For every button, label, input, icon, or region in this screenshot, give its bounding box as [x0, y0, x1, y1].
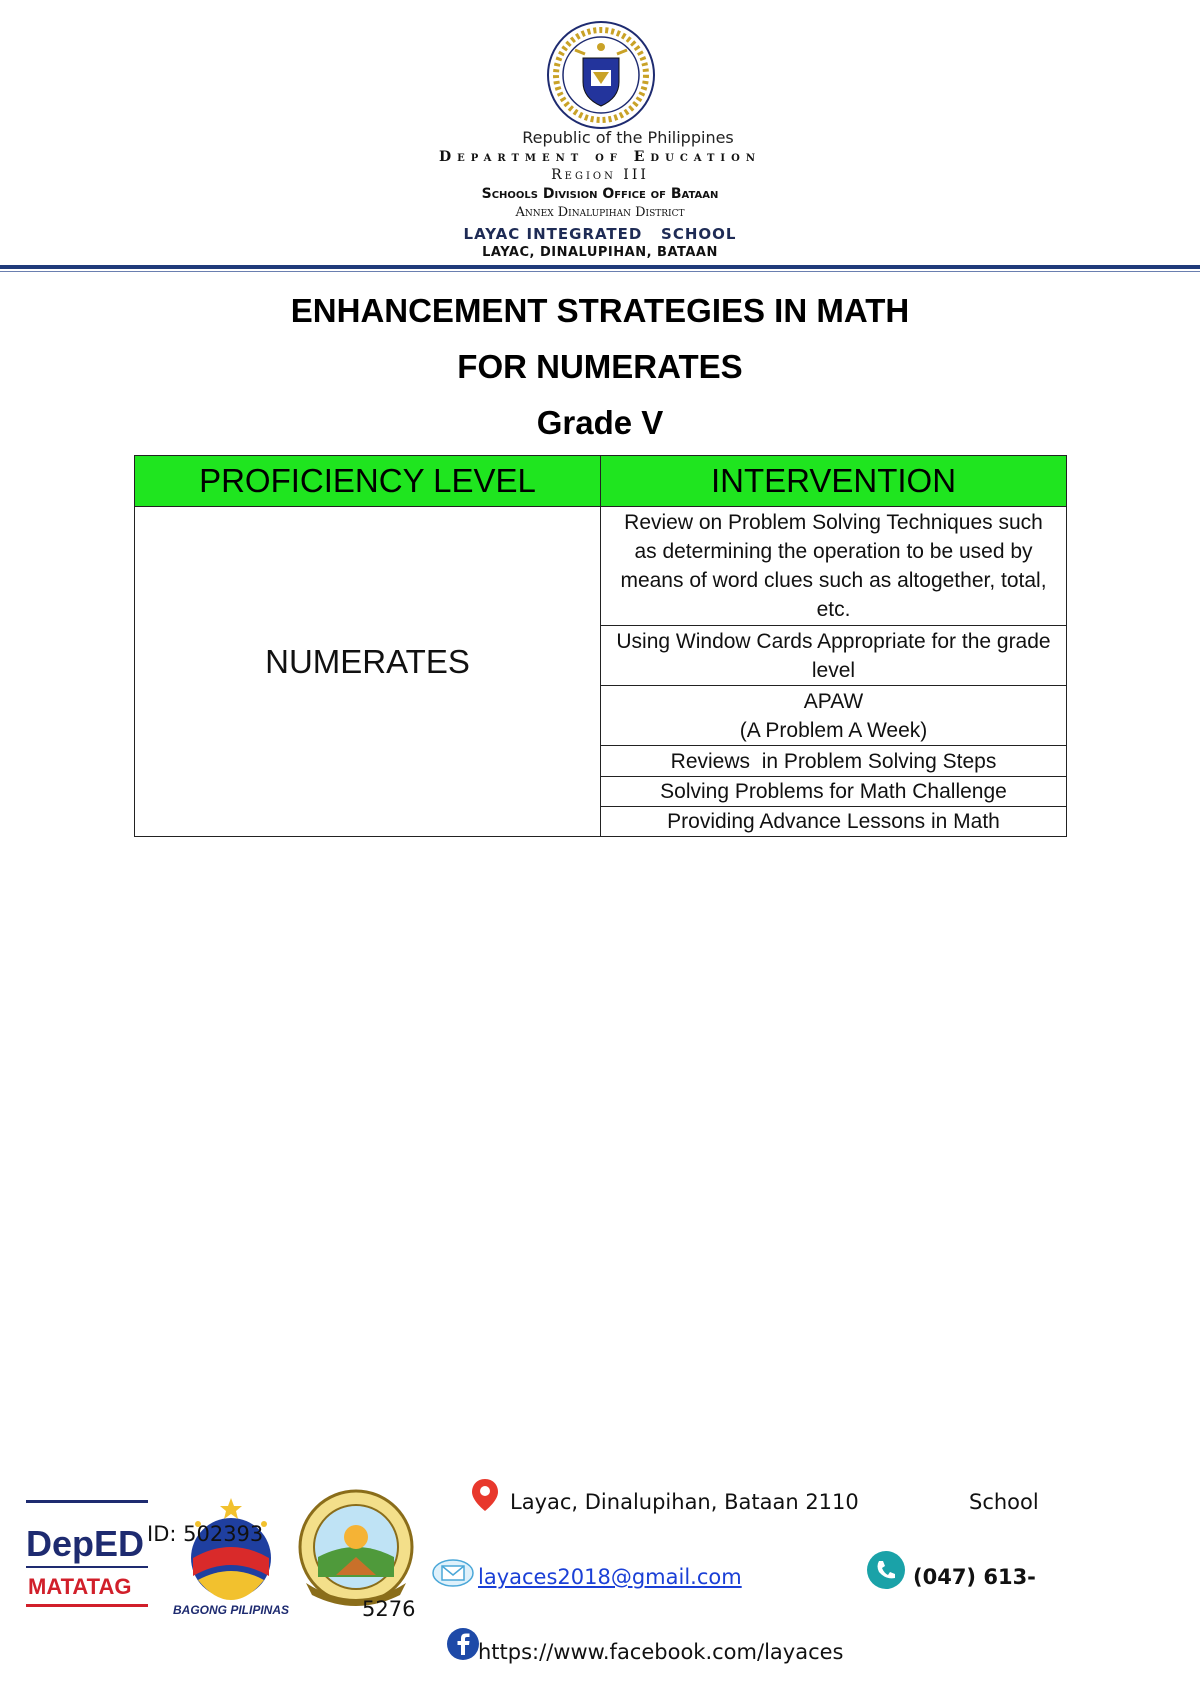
deped-matatag-logo: [26, 1498, 150, 1616]
location-pin-icon: [470, 1477, 500, 1513]
header-republic: Republic of the Philippines: [522, 128, 734, 147]
intervention-cell: Providing Advance Lessons in Math: [601, 807, 1067, 837]
bagong-pilipinas-text: BAGONG PILIPINAS: [172, 1603, 290, 1616]
intervention-cell: Reviews in Problem Solving Steps: [601, 746, 1067, 777]
email-icon: [432, 1558, 474, 1588]
header-department: Department of Education: [439, 149, 761, 165]
footer-phone: (047) 613-: [913, 1565, 1036, 1589]
header-division: Schools Division Office of Bataan: [481, 186, 719, 202]
proficiency-level-cell: NUMERATES: [135, 507, 601, 837]
table-row: [135, 507, 1067, 626]
intervention-cell: Review on Problem Solving Techniques such as determining the operation to be used by means of word clues such as altogether, total, etc.: [601, 507, 1067, 626]
header-divider: [0, 265, 1200, 269]
header-region: Region III: [551, 167, 649, 183]
footer-facebook-link[interactable]: https://www.facebook.com/layaces: [478, 1640, 844, 1664]
header-school-address: LAYAC, DINALUPIHAN, BATAAN: [482, 245, 718, 260]
intervention-cell: Solving Problems for Math Challenge: [601, 777, 1067, 807]
intervention-cell: [601, 686, 1067, 746]
deped-seal-logo: [545, 20, 657, 130]
intervention-table: [134, 455, 1067, 837]
apaw-label: APAW: [803, 689, 864, 713]
header-proficiency-level: PROFICIENCY LEVEL: [135, 456, 601, 507]
matatag-logo-text: MATATAG: [28, 1574, 132, 1599]
footer-phone-continued: 5276: [362, 1597, 416, 1621]
deped-logo-text: DepED: [26, 1523, 145, 1564]
table-header-row: [135, 456, 1067, 507]
footer-school-label: School: [969, 1490, 1039, 1514]
bagong-pilipinas-logo: [168, 1496, 294, 1616]
header-divider-thin: [0, 271, 1200, 272]
intervention-cell: Using Window Cards Appropriate for the grade level: [601, 626, 1067, 686]
footer-email-link[interactable]: layaces2018@gmail.com: [478, 1565, 742, 1589]
header-intervention: INTERVENTION: [601, 456, 1067, 507]
header-school-name: LAYAC INTEGRATED SCHOOL: [463, 225, 737, 243]
document-title-line1: ENHANCEMENT STRATEGIES IN MATH: [290, 292, 910, 329]
footer-address: Layac, Dinalupihan, Bataan 2110: [510, 1490, 859, 1514]
apaw-subtitle: (A Problem A Week): [739, 718, 928, 742]
footer-school-id-overlay: ID: 502393: [147, 1522, 264, 1546]
document-title-grade: Grade V: [536, 404, 664, 441]
document-title-line2: FOR NUMERATES: [457, 348, 743, 385]
header-district: Annex Dinalupihan District: [515, 205, 685, 220]
facebook-icon: [446, 1627, 480, 1661]
phone-icon: [866, 1550, 906, 1590]
layac-school-seal-logo: [296, 1487, 416, 1611]
